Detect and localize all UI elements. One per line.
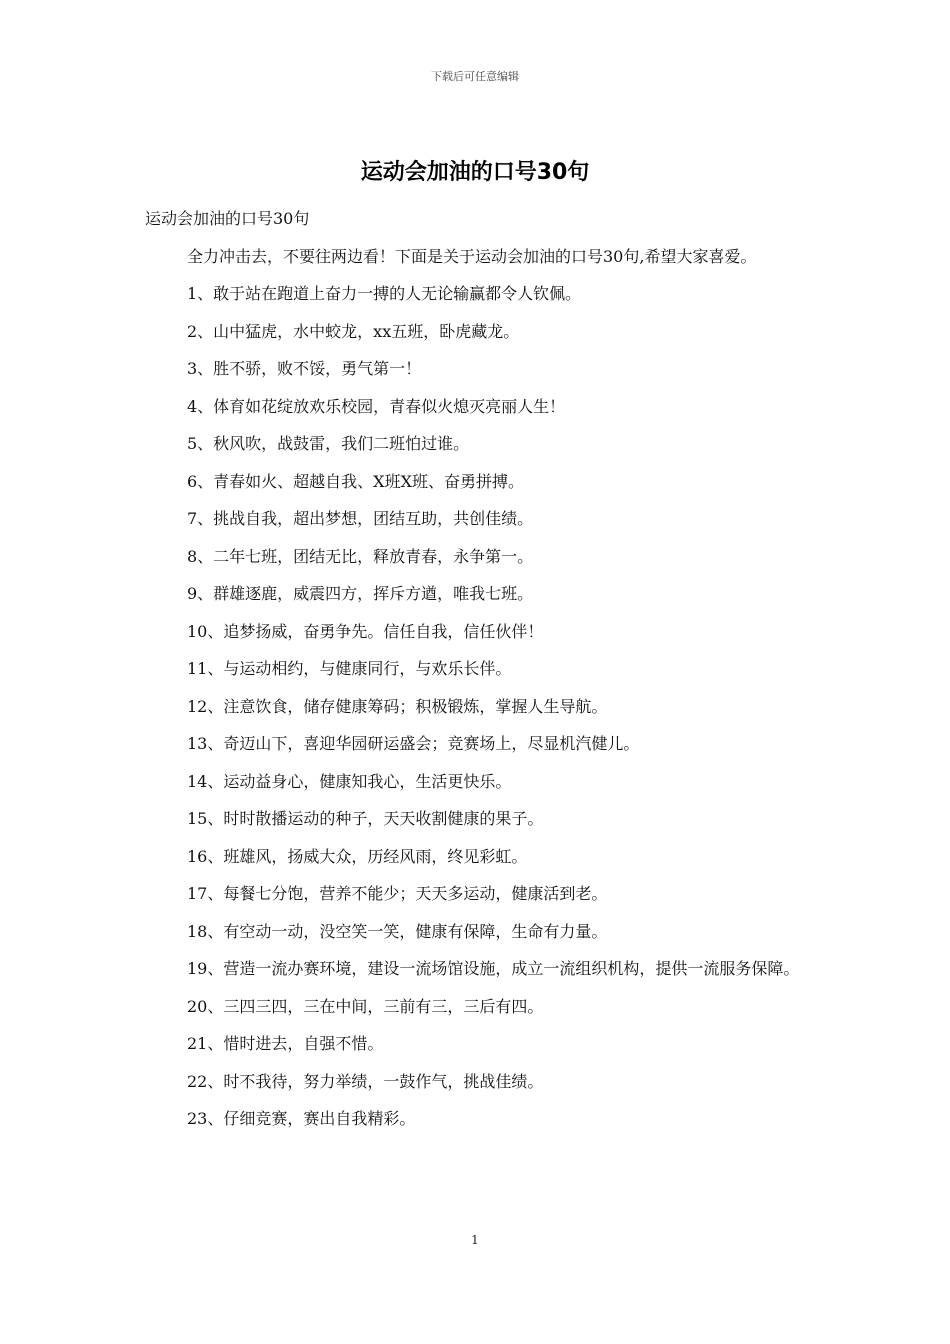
slogan-item: 23、仔细竞赛，赛出自我精彩。 — [187, 1109, 416, 1128]
slogan-item: 12、注意饮食，储存健康筹码；积极锻炼，掌握人生导航。 — [187, 696, 608, 716]
slogan-item: 4、体育如花绽放欢乐校园，青春似火熄灭亮丽人生！ — [187, 396, 566, 416]
slogan-item: 10、追梦扬威，奋勇争先。信任自我，信任伙伴！ — [187, 621, 544, 641]
slogan-list — [145, 275, 815, 1138]
slogan-item: 8、二年七班，团结无比，释放青春，永争第一。 — [187, 546, 534, 566]
intro-paragraph: 全力冲击去，不要往两边看！下面是关于运动会加油的口号30句,希望大家喜爱。 — [187, 246, 757, 266]
page-number: 1 — [471, 1233, 479, 1247]
slogan-item: 7、挑战自我，超出梦想，团结互助，共创佳绩。 — [187, 509, 534, 528]
slogan-item: 15、时时散播运动的种子，天天收割健康的果子。 — [187, 809, 544, 828]
slogan-item: 16、班雄风，扬威大众，历经风雨，终见彩虹。 — [187, 846, 528, 866]
document-body — [145, 200, 815, 1138]
page-header: 下载后可任意编辑 — [431, 70, 519, 83]
document-subtitle: 运动会加油的口号30句 — [145, 209, 310, 228]
slogan-item: 14、运动益身心，健康知我心，生活更快乐。 — [187, 771, 512, 791]
slogan-item: 11、与运动相约，与健康同行，与欢乐长伴。 — [187, 659, 512, 678]
slogan-item: 1、敢于站在跑道上奋力一搏的人无论输赢都令人钦佩。 — [187, 284, 582, 303]
slogan-item: 19、营造一流办赛环境，建设一流场馆设施，成立一流组织机构，提供一流服务保障。 — [187, 959, 800, 978]
slogan-item: 21、惜时进去，自强不惜。 — [187, 1034, 384, 1053]
slogan-item: 2、山中猛虎，水中蛟龙，xx五班，卧虎藏龙。 — [187, 321, 520, 341]
slogan-item: 3、胜不骄，败不馁，勇气第一！ — [187, 359, 422, 378]
slogan-item: 5、秋风吹，战鼓雷，我们二班怕过谁。 — [187, 434, 470, 453]
slogan-item: 9、群雄逐鹿，威震四方，挥斥方遒，唯我七班。 — [187, 584, 534, 603]
slogan-item: 6、青春如火、超越自我、X班X班、奋勇拼搏。 — [187, 471, 524, 491]
slogan-item: 22、时不我待，努力举绩，一鼓作气，挑战佳绩。 — [187, 1071, 544, 1091]
slogan-item: 17、每餐七分饱，营养不能少；天天多运动，健康活到老。 — [187, 884, 608, 903]
slogan-item: 13、奇迈山下，喜迎华园研运盛会；竞赛场上，尽显机汽健儿。 — [187, 734, 640, 753]
slogan-item: 20、三四三四，三在中间，三前有三，三后有四。 — [187, 996, 544, 1016]
document-title: 运动会加油的口号30句 — [360, 160, 590, 185]
slogan-item: 18、有空动一动，没空笑一笑，健康有保障，生命有力量。 — [187, 921, 608, 941]
